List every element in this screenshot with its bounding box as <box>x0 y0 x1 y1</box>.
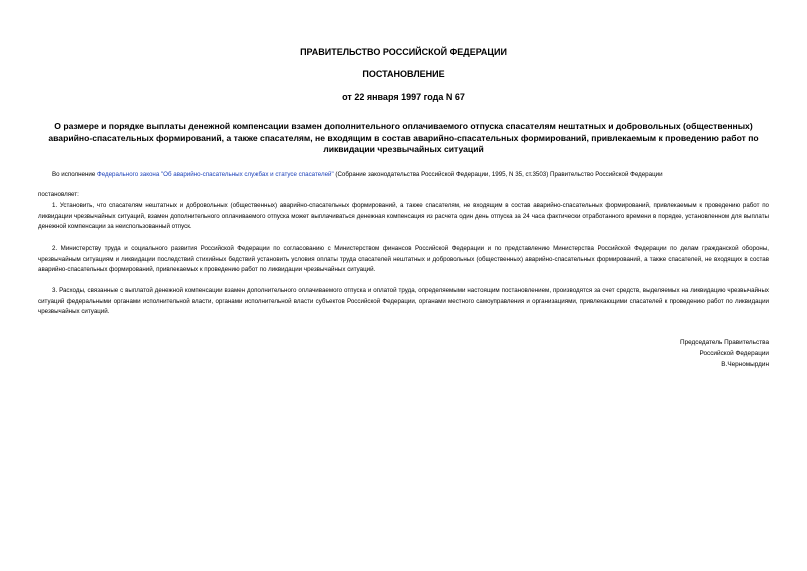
preamble <box>38 170 769 181</box>
signature-block <box>569 338 769 370</box>
signature-name: В.Черномырдин <box>721 360 769 368</box>
preamble-before: Во исполнение <box>52 171 97 178</box>
paragraph-2: 2. Министерству труда и социального развития Российской Федерации по согласованию с Министерством финансов Российской Федерации и по представлению Министерства Российской Федерации по делам гражданской обороны, чрезвычайным ситуациям и ликвидации последствий стихийных бедствий установить условия оплаты труда спасателей нештатных и добровольных (общественных) аварийно-спасательных формирований, а также спасателей, не входящих в состав аварийно-спасательных формирований, привлекаемых к проведению работ по ликвидации чрезвычайных ситуаций. <box>38 245 769 274</box>
document-type-heading: ПОСТАНОВЛЕНИЕ <box>362 69 445 79</box>
signature-position-line1: Председатель Правительства <box>680 339 769 346</box>
federal-law-link[interactable]: Федерального закона "Об аварийно-спасательных службах и статусе спасателей" <box>97 171 334 178</box>
government-heading: ПРАВИТЕЛЬСТВО РОССИЙСКОЙ ФЕДЕРАЦИИ <box>300 47 507 57</box>
signature-position-line2: Российской Федерации <box>699 349 769 357</box>
paragraph-3: 3. Расходы, связанные с выплатой денежной компенсации взамен дополнительного оплачиваемого отпуска и оплатой труда, определяемыми настоящим постановлением, производятся за счет средств, выделяемых на ликвидацию чрезвычайных ситуаций федеральными органами исполнительной власти, органами исполнительной власти субъектов Российской Федерации, органами местного самоуправления и организациями, привлекающими спасателей к проведению работ по ликвидации чрезвычайных ситуаций. <box>38 287 769 316</box>
paragraph-1: 1. Установить, что спасателям нештатных и добровольных (общественных) аварийно-спасательных формирований, а также спасателям, не входящим в состав аварийно-спасательных формирований, привлекаемым к проведению работ по ликвидации чрезвычайных ситуаций, взамен дополнительного оплачиваемого отпуска может выплачиваться денежная компенсация из расчета один день отпуска за 24 часа фактически отработанного времени в порядке, установленном для выплаты денежной компенсации за неиспользованный отпуск. <box>38 202 769 231</box>
date-number-heading: от 22 января 1997 года N 67 <box>342 92 465 102</box>
preamble-after: (Собрание законодательства Российской Федерации, 1995, N 35, ст.3503) Правительство Российской Федерации <box>333 171 663 178</box>
document-title: О размере и порядке выплаты денежной компенсации взамен дополнительного оплачиваемого отпуска спасателям нештатных и добровольных (общественных) аварийно-спасательных формирований, а также спасателям, не входящим в состав аварийно-спасательных формирований, привлекаемым к проведению работ по ликвидации чрезвычайных ситуаций <box>48 121 759 154</box>
decree-word: постановляет: <box>38 191 79 198</box>
